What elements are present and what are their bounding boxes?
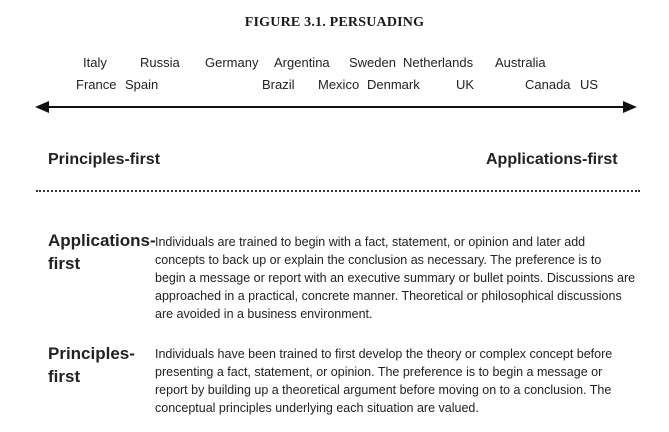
country-label: Australia (495, 55, 546, 70)
term-line: Principles- (48, 344, 135, 363)
term-line: Applications- (48, 231, 156, 250)
country-label: Germany (205, 55, 259, 70)
scale-left-label: Principles-first (48, 151, 161, 168)
country-label: Sweden (349, 55, 396, 70)
country-label: Argentina (274, 55, 330, 70)
text-line: approached in a practical, concrete manner. Theoretical or philosophical discussions (155, 289, 622, 303)
scale-right-label: Applications-first (486, 151, 618, 168)
term-line: first (48, 367, 81, 386)
text-line: concepts to back up or explain the conclusion as necessary. The preference is to (155, 253, 602, 267)
country-label: Netherlands (403, 55, 474, 70)
text-line: begin a message or report with an executive summary or bullet points. Discussions are (155, 271, 636, 285)
text-line: conceptual principles underlying each situation are valued. (155, 401, 479, 415)
country-label: Spain (125, 77, 159, 92)
definition-text-principles-first (155, 345, 641, 417)
definition-term-principles-first (48, 342, 135, 388)
country-label: France (76, 77, 117, 92)
country-label: Denmark (367, 77, 420, 92)
scale-arrow (0, 95, 669, 119)
term-line: first (48, 254, 81, 273)
country-label: Brazil (262, 77, 295, 92)
text-line: are avoided in a business environment. (155, 307, 373, 321)
country-label: US (580, 77, 599, 92)
definition-term-applications-first (48, 229, 156, 275)
text-line: Individuals are trained to begin with a fact, statement, or opinion and later add (155, 235, 586, 249)
text-line: report by building up a theoretical argument before moving on to a conclusion. The (155, 383, 612, 397)
country-label: Russia (140, 55, 180, 70)
figure-title: FIGURE 3.1. PERSUADING (244, 15, 425, 30)
country-label: Canada (525, 77, 571, 92)
country-label: UK (456, 77, 475, 92)
definition-text-applications-first (155, 233, 641, 323)
arrowhead-right-icon (623, 101, 637, 113)
arrowhead-left-icon (35, 101, 49, 113)
dotted-divider (36, 190, 640, 192)
text-line: Individuals have been trained to first develop the theory or complex concept before (155, 347, 613, 361)
country-label: Italy (83, 55, 107, 70)
country-label: Mexico (318, 77, 360, 92)
text-line: presenting a fact, statement, or opinion. The preference is to begin a message or (155, 365, 603, 379)
